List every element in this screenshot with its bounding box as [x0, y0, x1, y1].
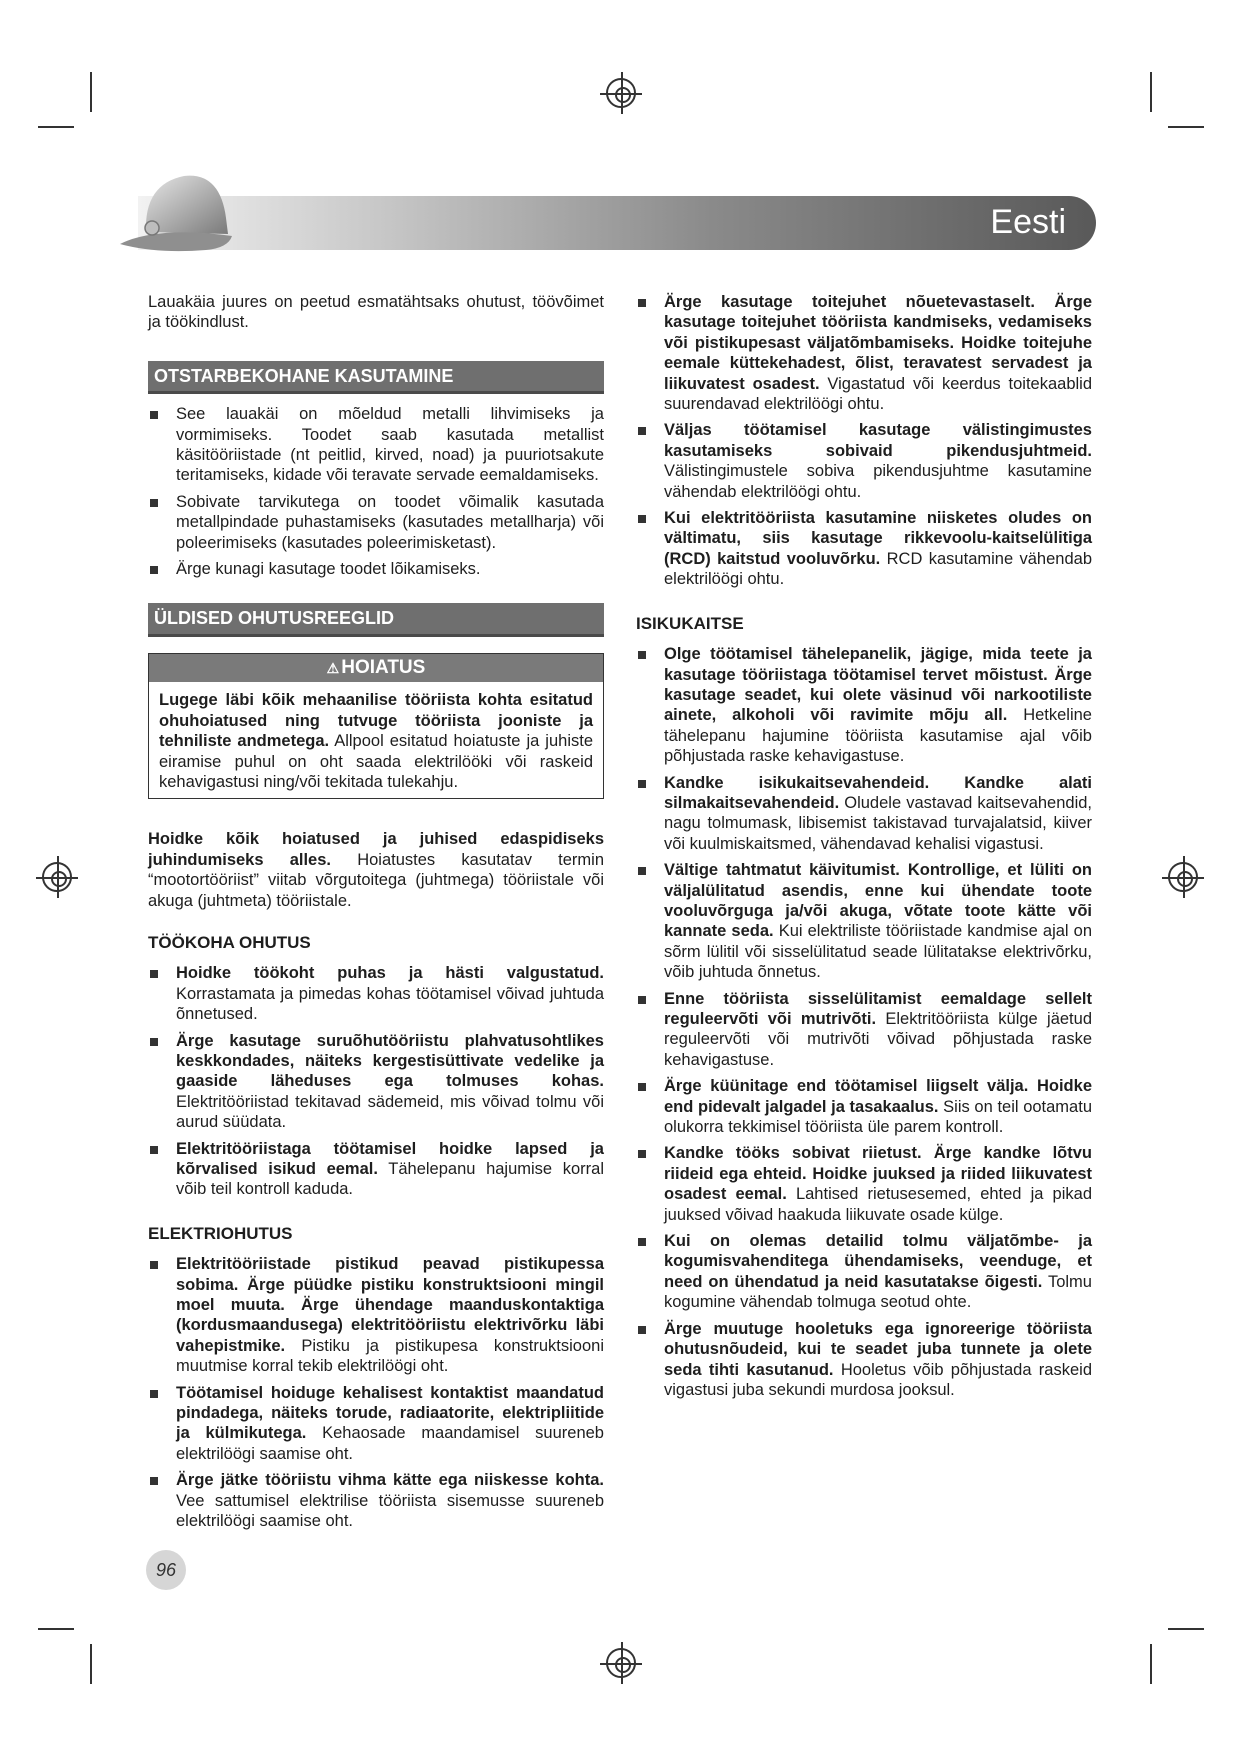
intended-use-list [148, 404, 604, 579]
list-item: Väljas töötamisel kasutage välistingimustes kasutamiseks sobivaid pikendusjuhtmeid. Välistingimustele sobiva pikendusjuhtme kasutamine vähendab elektrilöögi ohtu. [636, 420, 1092, 502]
electrical-safety-heading: ELEKTRIOHUTUS [148, 1223, 293, 1243]
warning-header [149, 654, 603, 682]
list-item: Enne tööriista sisselülitamist eemaldage sellelt reguleervõti või mutrivõti. Elektritööriista külge jäetud reguleervõti või mutrivõti võivad põhjustada raske kehavigastuse. [636, 989, 1092, 1071]
list-item: Elektritööriistaga töötamisel hoidke lapsed ja kõrvalised isikud eemal. Tähelepanu hajumise korral võib teil kontroll kaduda. [148, 1139, 604, 1200]
list-item: Ärge muutuge hooletuks ega ignoreerige tööriista ohutusnõudeid, kui te seadet juba tunnete ja olete seda tihti kasutanud. Hooletus võib põhjustada raskeid vigastusi juba sekundi murdosa jooksul. [636, 1319, 1092, 1401]
warning-triangle-icon: ⚠ [326, 659, 340, 676]
list-item: Hoidke töökoht puhas ja hästi valgustatud. Korrastamata ja pimedas kohas töötamisel võivad juhtuda õnnetused. [148, 963, 604, 1024]
keep-text: Hoiatustes kasutatav termin “mootortööriist” viitab võrgutoitega (juhtmega) tööriistale või akuga (juhtmeta) tööriistale. [148, 850, 604, 910]
section-title-intended-use: OTSTARBEKOHANE KASUTAMINE [148, 361, 604, 394]
list-item: Elektritööriistade pistikud peavad pistikupessa sobima. Ärge püüdke pistiku konstruktsiooni mingil moel muuta. Ärge ühendage maanduskontaktiga (kordusmaandusega) elektritööriistu elektrivõrku läbi vahepistmike. Pistiku ja pistikupesa konstruktsiooni muutmise korral tekib elektrilöögi oht. [148, 1254, 604, 1376]
page-number: 96 [146, 1550, 186, 1590]
list-item: See lauakäi on mõeldud metalli lihvimiseks ja vormimiseks. Toodet saab kasutada metallist käsitööriistade (nt peitlid, kirved, noad) ja puuriotsakute teritamiseks, kidade või teravate servade eemaldamiseks. [148, 404, 604, 486]
crop-mark [90, 72, 92, 112]
electrical-safety-list-continued [636, 292, 1092, 590]
warning-box [148, 653, 604, 799]
personal-protection-list [636, 644, 1092, 1400]
registration-mark-icon [42, 862, 72, 892]
list-item: Ärge küünitage end töötamisel liigselt välja. Hoidke end pidevalt jalgadel ja tasakaalus. Siis on teil ootamatu olukorra tekkimisel tööriista üle parem kontroll. [636, 1076, 1092, 1137]
list-item: Kui elektritööriista kasutamine niisketes oludes on vältimatu, siis kasutage rikkevoolu-kaitselülitiga (RCD) kaitstud vooluvõrku. RCD kasutamine vähendab elektrilöögi ohtu. [636, 508, 1092, 590]
list-item: Ärge kunagi kasutage toodet lõikamiseks. [148, 559, 604, 579]
keep-instructions-paragraph [148, 829, 604, 911]
electrical-safety-list [148, 1254, 604, 1531]
list-item: Töötamisel hoiduge kehalisest kontaktist maandatud pindadega, näiteks torude, radiaatorite, elektripliitide ja külmikutega. Kehaosade maandamisel suureneb elektrilöögi saamise oht. [148, 1383, 604, 1465]
list-item: Olge töötamisel tähelepanelik, jägige, mida teete ja kasutage tööriistaga töötamisel tervet mõistust. Ärge kasutage seadet, kui olete väsinud või narkootiliste ainete, alkoholi või ravimite mõju all. Hetkeline tähelepanu hajumine tööriista kasutamise ajal võib põhjustada raske kehavigastuse. [636, 644, 1092, 766]
section-title-general-safety: ÜLDISED OHUTUSREEGLID [148, 603, 604, 636]
list-item: Vältige tahtmatut käivitumist. Kontrollige, et lüliti on väljalülitatud asendis, enne kui ühendate toote vooluvõrguga ja/või akuga, võtate toote kätte või kannate seda. Kui elektriliste tööriistade kandmise ajal on sõrm lülitil või sisselülitatud seade lülitatakse elektrivõrku, võib juhtuda õnnetus. [636, 860, 1092, 982]
crop-mark [38, 1628, 74, 1630]
safety-helmet-icon [116, 162, 234, 264]
right-column [636, 292, 1092, 1424]
warning-text: Allpool esitatud hoiatuste ja juhiste eiramise puhul on oht saada elektrilööki või raskeid kehavigastusi ning/või tekitada tulekahju. [159, 732, 593, 791]
list-item: Kandke tööks sobivat riietust. Ärge kandke lõtvu riideid ega ehteid. Hoidke juuksed ja riided liikuvatest osadest eemal. Lahtised rietusesemed, ehted ja pikad juuksed võivad haakuda liikuvate osade külge. [636, 1143, 1092, 1225]
registration-mark-icon [606, 78, 636, 108]
language-label: Eesti [990, 203, 1066, 241]
intro-paragraph: Lauakäia juures on peetud esmatähtsaks ohutust, töövõimet ja töökindlust. [148, 293, 604, 332]
workplace-safety-heading: TÖÖKOHA OHUTUS [148, 932, 311, 952]
crop-mark [1150, 1644, 1152, 1684]
registration-mark-icon [1168, 862, 1198, 892]
list-item: Ärge kasutage suruõhutööriistu plahvatusohtlikes keskkondades, näiteks kergestisüttivate vedelike ja gaaside läheduses ega tolmuses kohas. Elektritööriistad tekitavad sädemeid, mis võivad tolmu või aurud süüdata. [148, 1031, 604, 1133]
crop-mark [1150, 72, 1152, 112]
list-item: Kandke isikukaitsevahendeid. Kandke alati silmakaitsevahendeid. Oludele vastavad kaitsevahendid, nagu tolmumask, libisemist takistavad turvajalatsid, kiiver või kuulmiskaitsmed, vähendavad kehalisi vigastusi. [636, 773, 1092, 855]
warning-body [149, 682, 603, 798]
crop-mark [1168, 126, 1204, 128]
workplace-safety-list [148, 963, 604, 1199]
warning-title: HOIATUS [341, 656, 426, 678]
registration-mark-icon [606, 1648, 636, 1678]
language-header-bar [138, 196, 1096, 250]
list-item: Ärge kasutage toitejuhet nõuetevastaselt. Ärge kasutage toitejuhet tööriista kandmiseks, vedamiseks või pistikupesast väljatõmbamiseks. Hoidke toitejuhe eemale küttekehadest, õlist, teravatest servadest ja liikuvatest osadest. Vigastatud või keerdus toitekaablid suurendavad elektrilöögi ohtu. [636, 292, 1092, 414]
left-column [148, 292, 604, 1556]
list-item: Kui on olemas detailid tolmu väljatõmbe- ja kogumisvahenditega ühendamiseks, veenduge, et need on ühendatud ja neid kasutatakse õigesti. Tolmu kogumine vähendab tolmuga seotud ohte. [636, 1231, 1092, 1313]
list-item: Ärge jätke tööriistu vihma kätte ega niiskesse kohta. Vee sattumisel elektrilise tööriista sisemusse suureneb elektrilöögi saamise oht. [148, 1470, 604, 1531]
keep-bold-text: Hoidke kõik hoiatused ja juhised edaspidiseks juhindumiseks alles. [148, 830, 604, 869]
crop-mark [38, 126, 74, 128]
crop-mark [90, 1644, 92, 1684]
list-item: Sobivate tarvikutega on toodet võimalik kasutada metallpindade puhastamiseks (kasutades metallharja) või poleerimiseks (kasutades poleerimisketast). [148, 492, 604, 553]
personal-protection-heading: ISIKUKAITSE [636, 613, 744, 633]
crop-mark [1168, 1628, 1204, 1630]
warning-bold-text: Lugege läbi kõik mehaanilise tööriista kohta esitatud ohuhoiatused ning tutvuge tööriista jooniste ja tehniliste andmetega. [159, 691, 593, 751]
